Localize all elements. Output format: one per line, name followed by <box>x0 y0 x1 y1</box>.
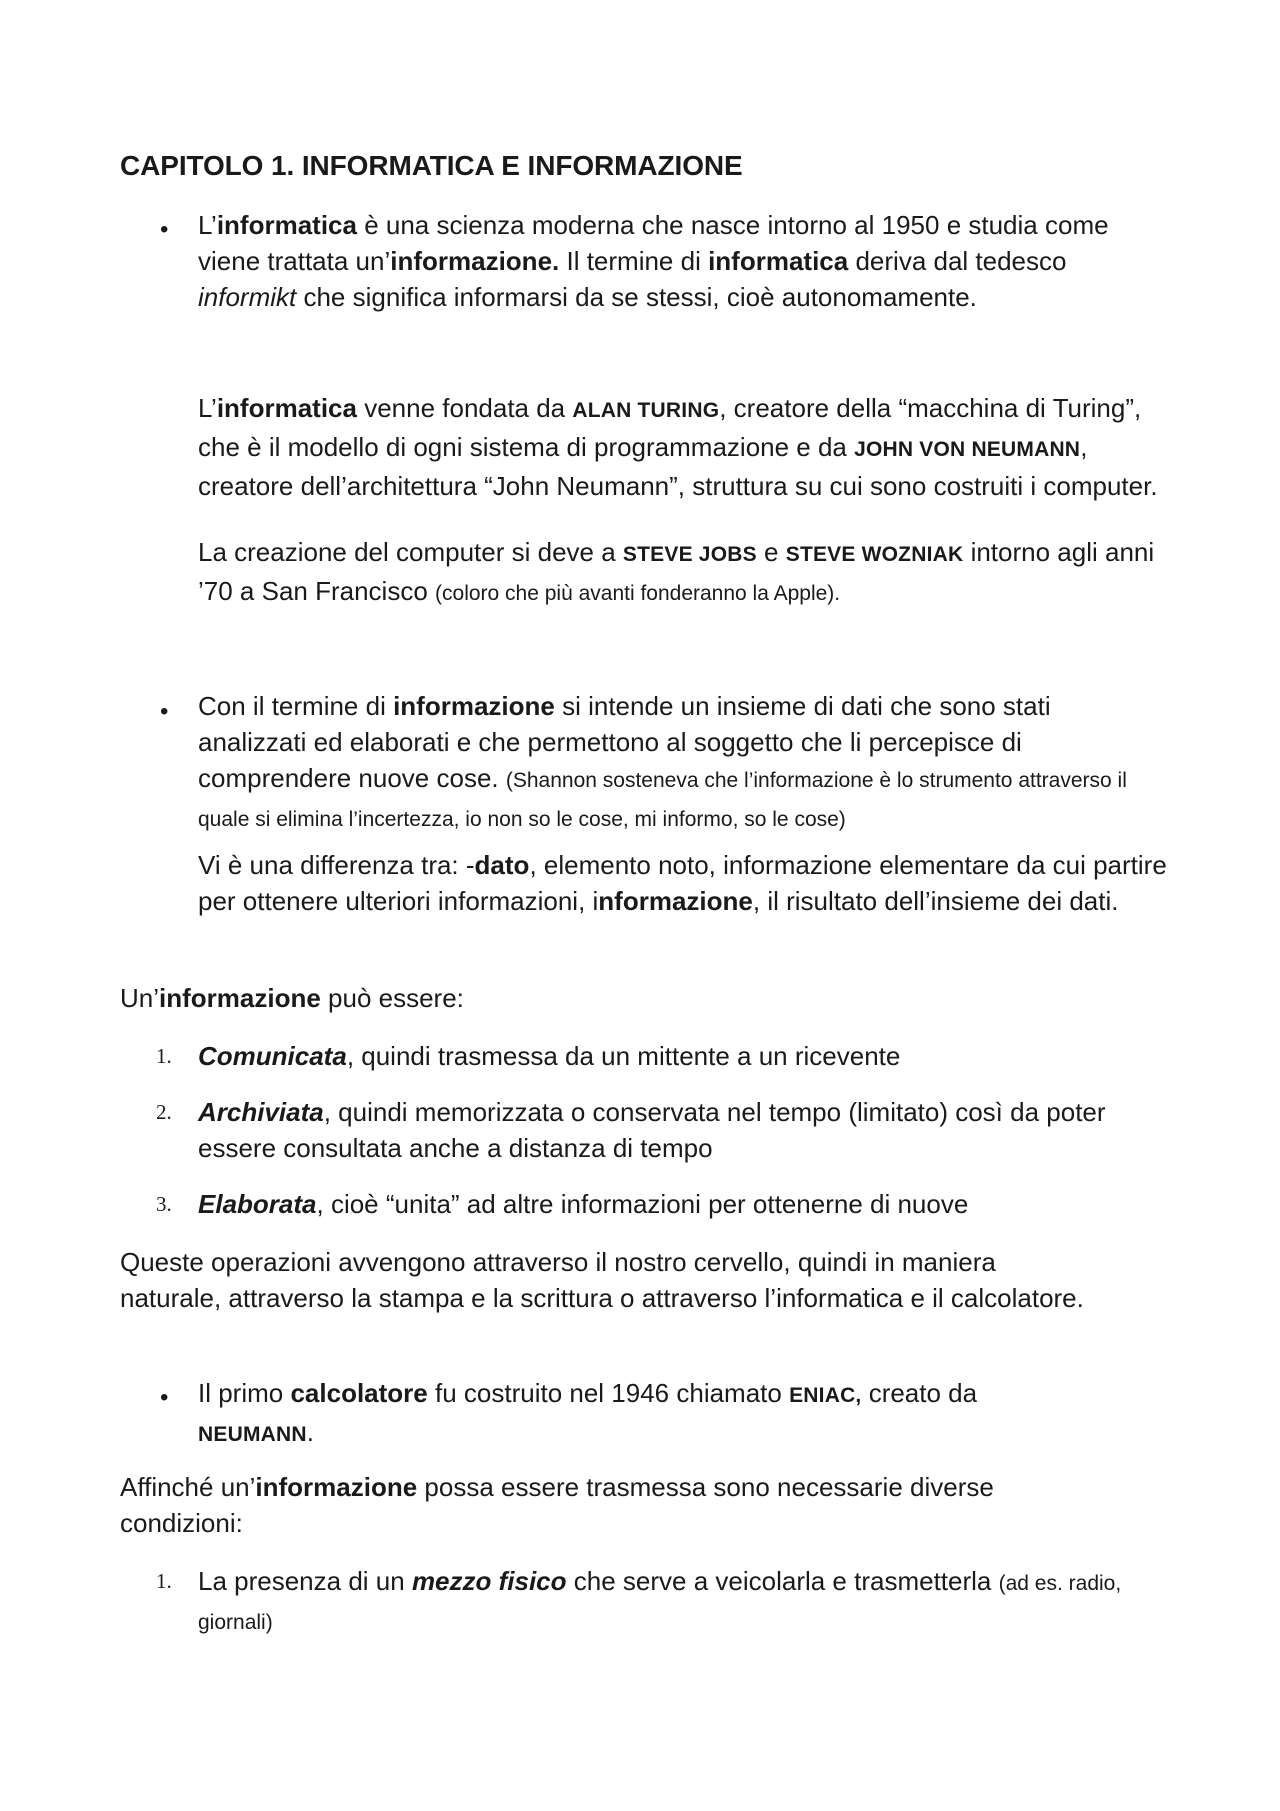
text-span: Il primo <box>198 1378 291 1408</box>
list-number: 1. <box>156 1044 172 1068</box>
person-name: JOHN VON NEUMANN <box>854 438 1081 461</box>
list-item-comunicata <box>198 1038 1198 1074</box>
text-span: venne fondata da <box>356 393 573 423</box>
paragraph-eniac <box>198 1375 1098 1453</box>
bold-italic-term: mezzo fisico <box>411 1566 567 1596</box>
text-span: , elemento noto, informazione elementare da cui partire per ottenere ulteriori informazioni, i <box>198 850 1167 916</box>
bold-italic-term: Comunicata <box>198 1041 347 1071</box>
text-span: , il risultato dell’insieme dei dati. <box>752 886 1119 916</box>
bold-italic-term: Elaborata <box>198 1189 317 1219</box>
bold-term: informazione <box>393 691 555 721</box>
text-span: Affinché un’ <box>120 1472 256 1502</box>
text-span: Con il termine di <box>198 691 394 721</box>
bullet-marker: • <box>160 216 169 243</box>
bold-term: informazione <box>159 983 321 1013</box>
paragraph-informatica-definition <box>198 207 1158 315</box>
bold-term: informazione <box>255 1472 418 1502</box>
text-span: intorno agli anni ’70 a San Francisco <box>198 537 1155 606</box>
bold-term: informatica <box>708 246 849 276</box>
bold-italic-term: Archiviata <box>198 1097 324 1127</box>
text-span: che serve a veicolarla e trasmetterla <box>566 1566 999 1596</box>
text-span: è una scienza moderna che nasce intorno al 1950 e studia come viene trattata un’ <box>198 210 1109 276</box>
text-span: , quindi memorizzata o conservata nel tempo (limitato) così da poter essere consultata anche a distanza di tempo <box>198 1097 1106 1163</box>
list-item-archiviata <box>198 1094 1128 1166</box>
chapter-title: CAPITOLO 1. INFORMATICA E INFORMAZIONE <box>120 150 743 181</box>
bold-term: informatica <box>216 393 357 423</box>
text-span: Il termine di <box>559 246 709 276</box>
bold-term: nformazione <box>598 886 753 916</box>
bold-term: dato <box>474 850 530 880</box>
paragraph-informazione-puo-essere <box>120 980 1120 1016</box>
small-note: (Shannon sosteneva che l’informazione è lo strumento attraverso il quale si elimina l’incertezza, io non so le cose, mi informo, so le cose) <box>198 769 1127 831</box>
list-item-mezzo-fisico <box>198 1563 1158 1641</box>
paragraph-dato-difference <box>198 847 1198 919</box>
person-name: NEUMANN <box>198 1423 307 1446</box>
bullet-marker: • <box>160 1384 169 1411</box>
person-name: STEVE WOZNIAK <box>785 543 964 566</box>
text-span: fu costruito nel 1946 chiamato <box>427 1378 790 1408</box>
person-name: STEVE JOBS <box>622 543 757 566</box>
text-span: La presenza di un <box>198 1566 412 1596</box>
bold-term: informazione. <box>390 246 560 276</box>
small-note: (ad es. radio, giornali) <box>198 1572 1122 1634</box>
text-span: si intende un insieme di dati che sono stati analizzati ed elaborati e che permettono al soggetto che li percepisce di comprendere nuove cose. <box>198 691 1051 793</box>
list-number: 1. <box>156 1569 172 1593</box>
text-span: L’ <box>198 210 217 240</box>
text-span: Un’ <box>120 983 160 1013</box>
list-number: 2. <box>156 1100 172 1124</box>
paragraph-operazioni: Queste operazioni avvengono attraverso il nostro cervello, quindi in maniera naturale, attraverso la stampa e la scrittura o attraverso l’informatica e il calcolatore. <box>120 1247 1084 1313</box>
text-span: , cioè “unita” ad altre informazioni per ottenerne di nuove <box>316 1189 969 1219</box>
list-number: 3. <box>156 1192 172 1216</box>
text-span: creato da <box>861 1378 978 1408</box>
text-span: Vi è una differenza tra: - <box>198 850 475 880</box>
person-name: ALAN TURING <box>572 399 720 422</box>
text-span: . <box>306 1417 314 1447</box>
text-span: L’ <box>198 393 217 423</box>
italic-term: informikt <box>198 282 297 312</box>
text-span: deriva dal tedesco <box>848 246 1067 276</box>
small-note: (coloro che più avanti fonderanno la Apple). <box>435 582 841 605</box>
bold-term: calcolatore <box>290 1378 428 1408</box>
text-span: , quindi trasmessa da un mittente a un ricevente <box>346 1041 901 1071</box>
paragraph-computer-creation <box>198 534 1158 612</box>
text-span: che significa informarsi da se stessi, cioè autonomamente. <box>296 282 977 312</box>
text-span: , creatore dell’architettura “John Neumann”, struttura su cui sono costruiti i computer. <box>198 432 1158 501</box>
paragraph-informazione-definition <box>198 688 1158 838</box>
computer-name: ENIAC, <box>789 1384 862 1407</box>
text-span: e <box>756 537 786 567</box>
text-span: possa essere trasmessa sono necessarie diverse condizioni: <box>120 1472 994 1538</box>
bullet-marker: • <box>160 698 169 725</box>
paragraph-condizioni <box>120 1469 1100 1541</box>
bold-term: informatica <box>216 210 357 240</box>
text-span: può essere: <box>320 983 464 1013</box>
text-span: La creazione del computer si deve a <box>198 537 623 567</box>
text-span: , creatore della “macchina di Turing”, che è il modello di ogni sistema di programmazione e da <box>198 393 1142 462</box>
paragraph-founders <box>198 390 1158 504</box>
list-item-elaborata <box>198 1186 1198 1222</box>
